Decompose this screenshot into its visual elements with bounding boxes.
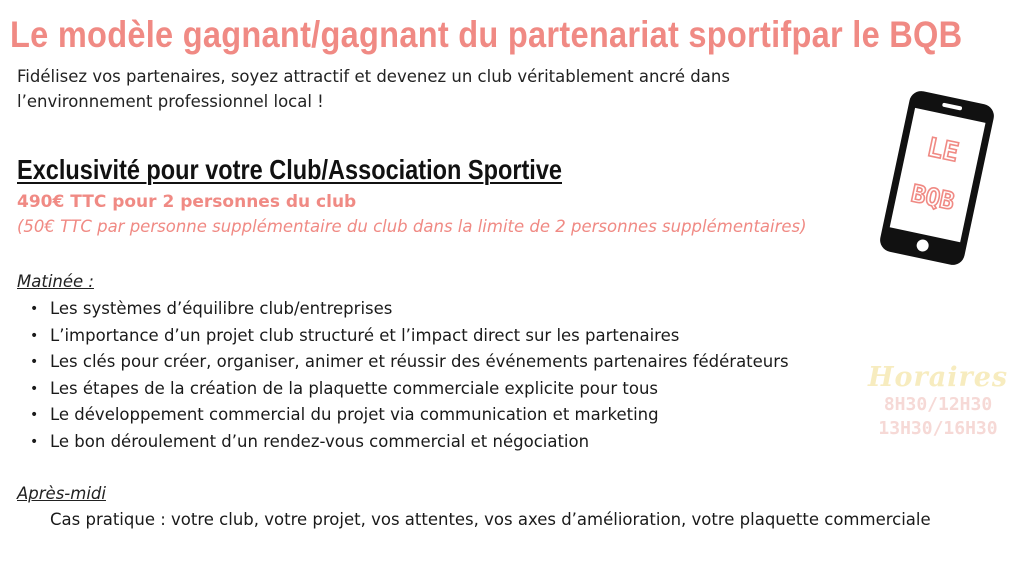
matinee-label: Matinée : bbox=[17, 272, 94, 291]
list-item bbox=[30, 402, 789, 429]
horaires-slot: 8H30/12H30 bbox=[883, 394, 993, 415]
phone-logo-line1: LE bbox=[924, 132, 962, 169]
list-item-text: Les étapes de la création de la plaquette commerciale explicite pour tous bbox=[50, 378, 659, 398]
apres-midi-label: Après-midi bbox=[17, 484, 106, 503]
list-item bbox=[30, 429, 789, 456]
list-item-text: Le bon déroulement d’un rendez-vous commercial et négociation bbox=[50, 431, 590, 451]
bullet-icon: • bbox=[30, 327, 39, 344]
page-title: Le modèle gagnant/gagnant du partenariat sportifpar le BQB bbox=[10, 14, 963, 55]
horaires-block bbox=[868, 362, 1008, 441]
bullet-icon: • bbox=[30, 433, 39, 450]
list-item bbox=[30, 323, 789, 350]
bullet-icon: • bbox=[30, 407, 39, 424]
intro-text: Fidélisez vos partenaires, soyez attractif et devenez un club véritablement ancré dans l’environnement professionnel local ! bbox=[17, 67, 730, 111]
apres-midi-text: Cas pratique : votre club, votre projet, vos attentes, vos axes d’amélioration, votre plaquette commerciale bbox=[50, 510, 931, 529]
horaires-slot: 13H30/16H30 bbox=[878, 418, 998, 439]
offer-heading: Exclusivité pour votre Club/Association Sportive bbox=[17, 154, 563, 185]
horaires-title: Horaires bbox=[868, 362, 1009, 393]
list-item-text: Les systèmes d’équilibre club/entreprises bbox=[50, 299, 393, 318]
list-item-text: Les clés pour créer, organiser, animer et réussir des événements partenaires fédérateurs bbox=[50, 352, 789, 372]
phone-logo-line2: BQB bbox=[908, 179, 957, 216]
offer-price-note: (50€ TTC par personne supplémentaire du club dans la limite de 2 personnes supplémentaires) bbox=[17, 217, 807, 236]
list-item bbox=[30, 349, 789, 376]
offer-price: 490€ TTC pour 2 personnes du club bbox=[17, 192, 357, 212]
list-item-text: Le développement commercial du projet via communication et marketing bbox=[50, 405, 659, 425]
list-item bbox=[30, 296, 789, 323]
bullet-icon: • bbox=[30, 354, 39, 371]
matinee-list bbox=[30, 296, 789, 456]
list-item bbox=[30, 376, 789, 403]
bullet-icon: • bbox=[30, 301, 39, 317]
phone-icon bbox=[872, 88, 1002, 268]
list-item-text: L’importance d’un projet club structuré et l’impact direct sur les partenaires bbox=[50, 325, 680, 345]
bullet-icon: • bbox=[30, 380, 39, 397]
